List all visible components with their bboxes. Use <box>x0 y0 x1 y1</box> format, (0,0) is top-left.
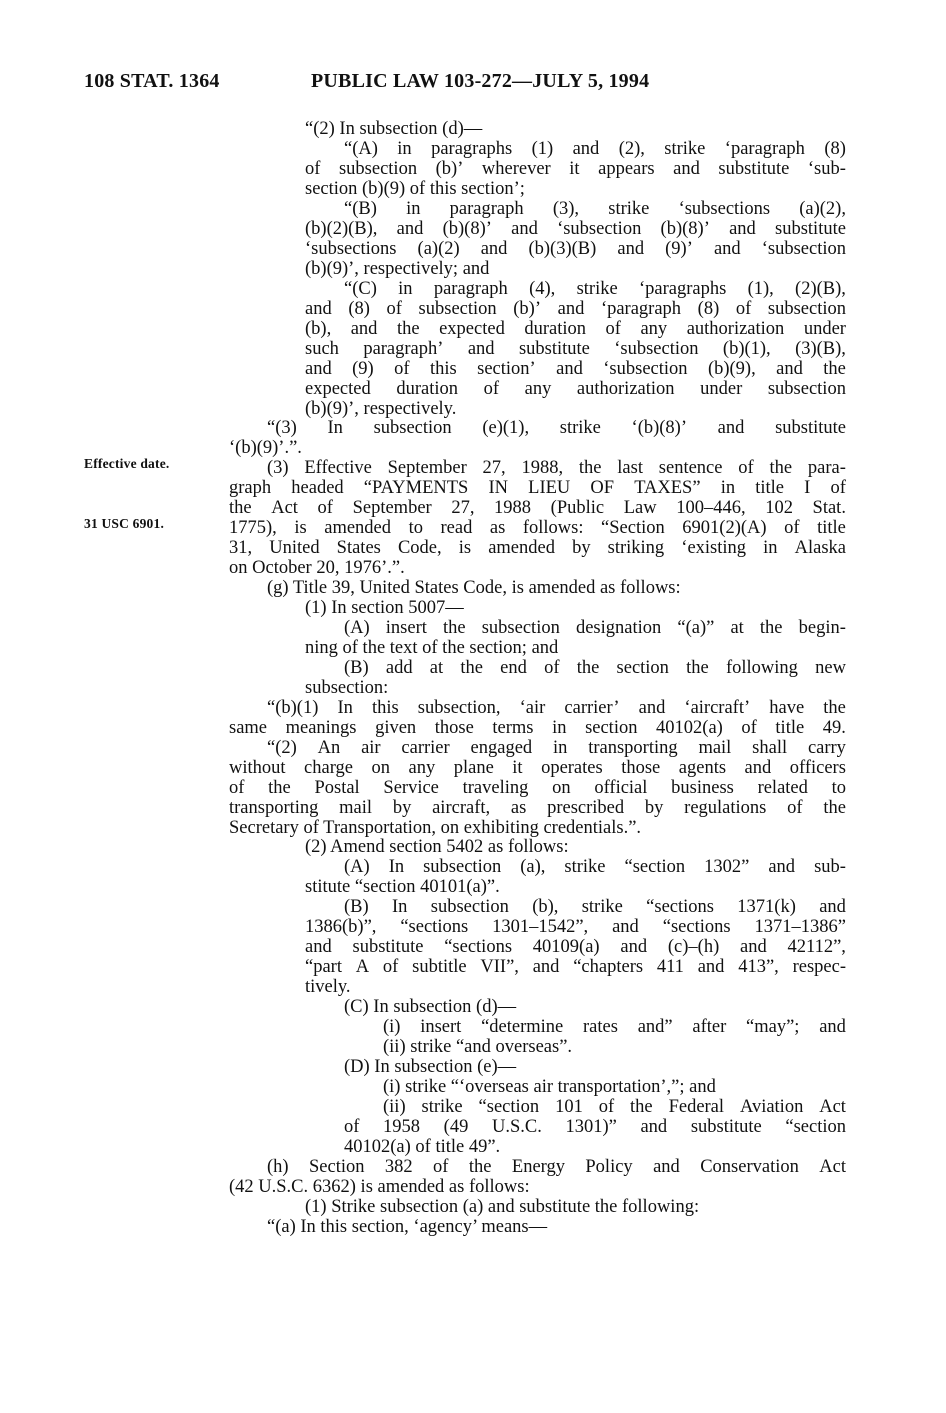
text-line: (h) Section 382 of the Energy Policy and Conservation Act <box>267 1157 846 1177</box>
text-line: (B) add at the end of the section the following new <box>344 658 846 678</box>
text-line: “(3) In subsection (e)(1), strike ‘(b)(8)’ and substitute <box>267 418 846 438</box>
margin-note-usc-citation: 31 USC 6901. <box>84 516 165 531</box>
text-line: without charge on any plane it operates those agents and officers <box>229 758 846 778</box>
text-line: Secretary of Transportation, on exhibiting credentials.”. <box>229 818 642 838</box>
text-line: (A) In subsection (a), strike “section 1302” and sub- <box>344 857 846 877</box>
text-line: on October 20, 1976’.”. <box>229 558 405 578</box>
text-line: “(A) in paragraphs (1) and (2), strike ‘paragraph (8) <box>344 139 846 159</box>
text-line: (A) insert the subsection designation “(a)” at the begin- <box>344 618 846 638</box>
text-line: (b)(9)’, respectively; and <box>305 259 490 279</box>
text-line: and (8) of subsection (b)’ and ‘paragraph (8) of subsection <box>305 299 846 319</box>
text-line: transporting mail by aircraft, as prescribed by regulations of the <box>229 798 846 818</box>
text-line: of the Postal Service traveling on official business related to <box>229 778 846 798</box>
text-line: and substitute “sections 40109(a) and (c)–(h) and 42112”, <box>305 937 846 957</box>
page-running-head: PUBLIC LAW 103-272—JULY 5, 1994 <box>311 70 650 92</box>
text-line: “(C) in paragraph (4), strike ‘paragraphs (1), (2)(B), <box>344 279 846 299</box>
text-line: (3) Effective September 27, 1988, the last sentence of the para- <box>267 458 846 478</box>
text-line: section (b)(9) of this section’; <box>305 179 525 199</box>
text-line: 40102(a) of title 49”. <box>344 1137 501 1157</box>
text-line: same meanings given those terms in section 40102(a) of title 49. <box>229 718 846 738</box>
text-line: (b)(9)’, respectively. <box>305 399 457 419</box>
text-line: (B) In subsection (b), strike “sections 1371(k) and <box>344 897 846 917</box>
text-line: such paragraph’ and substitute ‘subsection (b)(1), (3)(B), <box>305 339 846 359</box>
text-line: 1775), is amended to read as follows: “Section 6901(2)(A) of title <box>229 518 846 538</box>
text-line: 1386(b)”, “sections 1301–1542”, and “sections 1371–1386” <box>305 917 846 937</box>
text-line: “(2) In subsection (d)— <box>305 119 483 139</box>
text-line: ‘subsections (a)(2) and (b)(3)(B) and (9)’ and ‘subsection <box>305 239 846 259</box>
text-line: expected duration of any authorization under subsection <box>305 379 846 399</box>
text-line: (D) In subsection (e)— <box>344 1057 517 1077</box>
text-line: of 1958 (49 U.S.C. 1301)” and substitute “section <box>344 1117 846 1137</box>
text-line: (42 U.S.C. 6362) is amended as follows: <box>229 1177 530 1197</box>
text-line: graph headed “PAYMENTS IN LIEU OF TAXES” in title I of <box>229 478 846 498</box>
text-line: ‘(b)(9)’.”. <box>229 438 302 458</box>
text-line: (b), and the expected duration of any authorization under <box>305 319 846 339</box>
text-line: (g) Title 39, United States Code, is amended as follows: <box>267 578 681 598</box>
margin-note-effective-date: Effective date. <box>84 456 170 471</box>
page-stat-citation: 108 STAT. 1364 <box>84 70 220 92</box>
text-line: “part A of subtitle VII”, and “chapters 411 and 413”, respec- <box>305 957 846 977</box>
text-line: (1) Strike subsection (a) and substitute the following: <box>305 1197 700 1217</box>
text-line: tively. <box>305 977 351 997</box>
text-line: “(a) In this section, ‘agency’ means— <box>267 1217 548 1237</box>
text-line: 31, United States Code, is amended by striking ‘existing in Alaska <box>229 538 846 558</box>
text-line: (ii) strike “section 101 of the Federal Aviation Act <box>383 1097 846 1117</box>
text-line: “(b)(1) In this subsection, ‘air carrier’ and ‘aircraft’ have the <box>267 698 846 718</box>
text-line: “(2) An air carrier engaged in transporting mail shall carry <box>267 738 846 758</box>
text-line: (b)(2)(B), and (b)(8)’ and ‘subsection (b)(8)’ and substitute <box>305 219 846 239</box>
text-line: (1) In section 5007— <box>305 598 464 618</box>
text-line: and (9) of this section’ and ‘subsection (b)(9), and the <box>305 359 846 379</box>
text-line: (i) strike “‘overseas air transportation’,”; and <box>383 1077 716 1097</box>
text-line: the Act of September 27, 1988 (Public Law 100–446, 102 Stat. <box>229 498 846 518</box>
text-line: (2) Amend section 5402 as follows: <box>305 837 569 857</box>
text-line: ning of the text of the section; and <box>305 638 559 658</box>
text-line: (i) insert “determine rates and” after “may”; and <box>383 1017 846 1037</box>
text-line: of subsection (b)’ wherever it appears and substitute ‘sub- <box>305 159 846 179</box>
text-line: (ii) strike “and overseas”. <box>383 1037 573 1057</box>
text-line: (C) In subsection (d)— <box>344 997 517 1017</box>
text-line: “(B) in paragraph (3), strike ‘subsections (a)(2), <box>344 199 846 219</box>
text-line: stitute “section 40101(a)”. <box>305 877 500 897</box>
text-line: subsection: <box>305 678 389 698</box>
